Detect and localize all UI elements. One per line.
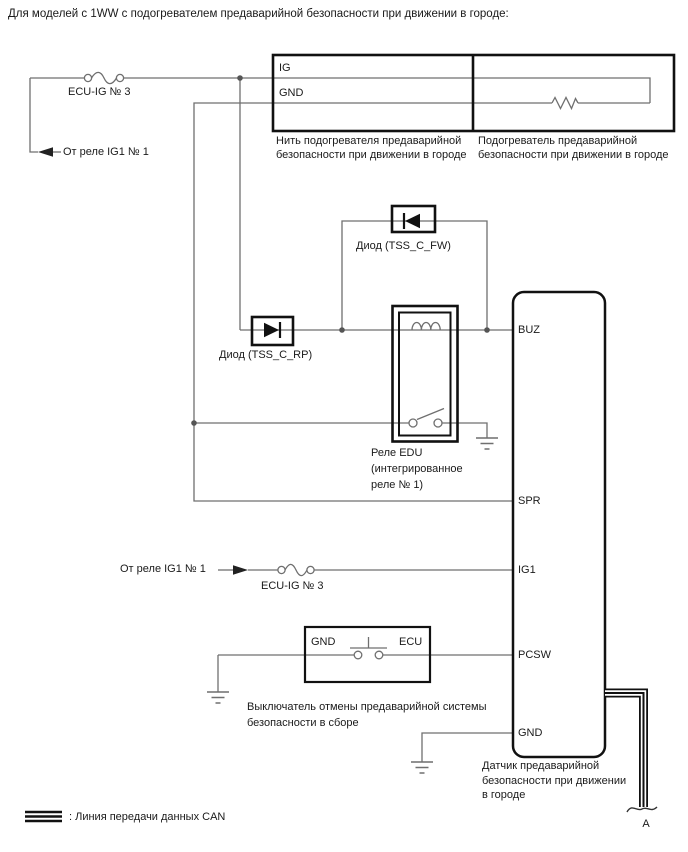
- relay-label-line3: реле № 1): [371, 479, 424, 491]
- wires: [30, 78, 650, 762]
- sensor-box: [513, 292, 605, 757]
- ig1-source-label: От реле IG1 № 1: [120, 563, 206, 575]
- can-legend-label: : Линия передачи данных CAN: [69, 811, 226, 823]
- relay-box: [393, 306, 458, 442]
- resistor-icon: [552, 98, 578, 109]
- relay-contact-icon: [409, 409, 444, 428]
- fuse-top-label: ECU-IG № 3: [68, 86, 131, 98]
- heater-label-line1: Подогреватель предаварийной: [478, 135, 638, 147]
- filament-label: [276, 134, 467, 162]
- diode-fw-label: Диод (TSS_C_FW): [356, 240, 451, 252]
- sensor-pin-buz: BUZ: [518, 324, 540, 336]
- fuse-bottom-label: ECU-IG № 3: [261, 580, 324, 592]
- can-legend-icon: [25, 812, 62, 821]
- junction-dot: [484, 327, 490, 333]
- sensor-pin-pcsw: PCSW: [518, 649, 551, 661]
- cancel-switch-label: [247, 699, 487, 731]
- arrow-left-icon: [38, 147, 53, 156]
- diode-rp-label: Диод (TSS_C_RP): [219, 349, 313, 361]
- ground-icon: [476, 438, 498, 449]
- can-break-icon: [627, 807, 657, 812]
- cancel-switch-label-line2: безопасности в сборе: [247, 717, 359, 729]
- filament-label-line1: Нить подогревателя предаварийной: [276, 135, 462, 147]
- can-connector-label: A: [642, 818, 650, 830]
- ground-icon: [411, 762, 433, 773]
- heater-label-line2: безопасности при движении в городе: [478, 149, 669, 161]
- sensor-label-line3: в городе: [482, 789, 526, 801]
- heater-label: [478, 134, 669, 162]
- sensor-pin-ig1: IG1: [518, 564, 536, 576]
- switch-pin-gnd: GND: [311, 636, 336, 648]
- fuse-ecu-ig3-bottom-icon: [278, 564, 314, 575]
- relay-label: [371, 445, 463, 493]
- fuse-ecu-ig3-top-icon: [84, 72, 123, 83]
- junction-dot: [237, 75, 243, 81]
- heater-assembly-box: [273, 55, 674, 131]
- junction-dot: [191, 420, 197, 426]
- diode-rp-icon: [252, 317, 293, 345]
- junction-dot: [339, 327, 345, 333]
- switch-pin-ecu: ECU: [399, 636, 423, 648]
- arrow-right-icon: [233, 565, 248, 574]
- relay-label-line1: Реле EDU: [371, 447, 423, 459]
- sensor-pin-spr: SPR: [518, 495, 541, 507]
- sensor-label: [482, 759, 626, 803]
- top-source-label: От реле IG1 № 1: [63, 146, 149, 158]
- cancel-switch-label-line1: Выключатель отмены предаварийной системы: [247, 701, 487, 713]
- filament-label-line2: безопасности при движении в городе: [276, 149, 467, 161]
- heater-pin-gnd: GND: [279, 87, 304, 99]
- sensor-pin-gnd: GND: [518, 727, 543, 739]
- page-title: Для моделей с 1WW с подогревателем предаварийной безопасности при движении в городе:: [8, 8, 509, 20]
- diode-fw-icon: [392, 206, 435, 232]
- relay-coil-icon: [412, 323, 440, 330]
- sensor-label-line2: безопасности при движении: [482, 774, 627, 787]
- sensor-label-line1: Датчик предаварийной: [482, 760, 600, 772]
- relay-label-line2: (интегрированное: [371, 463, 463, 475]
- heater-pin-ig: IG: [279, 62, 291, 74]
- ground-icon: [207, 692, 229, 703]
- push-switch-icon: [350, 637, 387, 659]
